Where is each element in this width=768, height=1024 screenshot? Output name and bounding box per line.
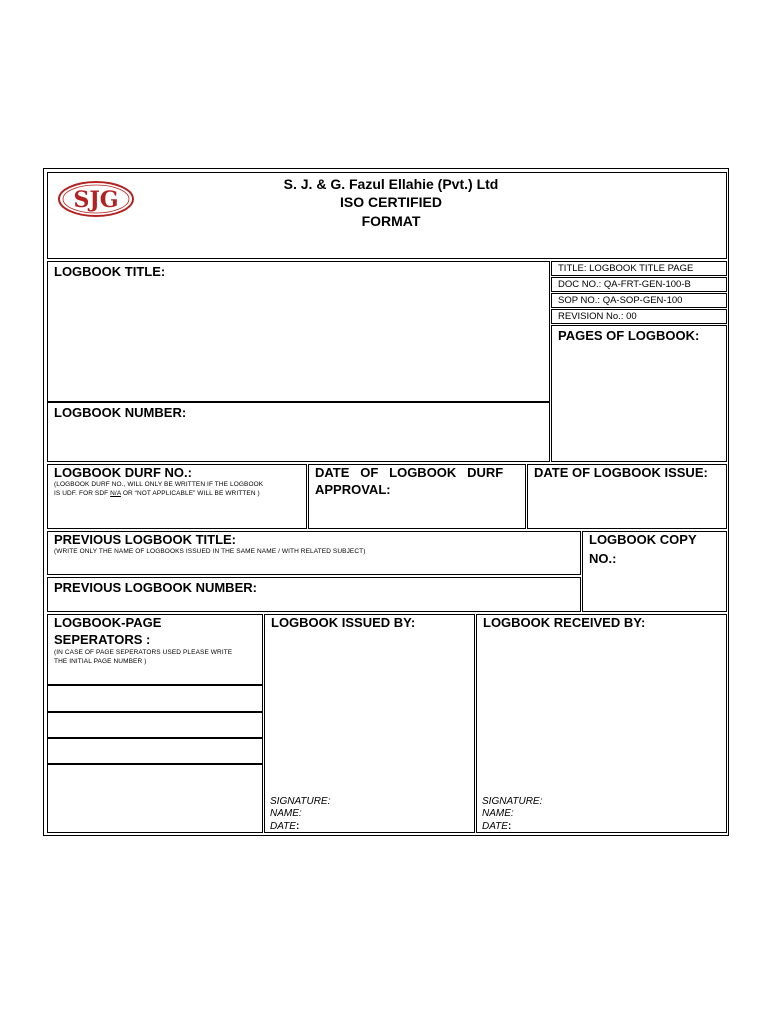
durf-no-box[interactable]: [47, 464, 307, 529]
separators-label-1: LOGBOOK-PAGE: [54, 615, 162, 630]
logbook-title-label: LOGBOOK TITLE:: [54, 264, 166, 279]
copy-no-label-2: NO.:: [589, 551, 617, 566]
pages-of-logbook-box[interactable]: [551, 325, 727, 462]
form-frame: [43, 168, 729, 836]
meta-sop-no: [551, 293, 727, 308]
durf-approval-label-2: APPROVAL:: [315, 482, 391, 497]
logo-text: SJG: [73, 187, 119, 213]
format-label: FORMAT: [361, 213, 421, 229]
meta-sop-no-text: SOP NO.: QA-SOP-GEN-100: [558, 295, 683, 306]
meta-doc-no: [551, 277, 727, 292]
company-name: S. J. & G. Fazul Ellahie (Pvt.) Ltd: [283, 176, 499, 192]
issued-name-label: NAME:: [270, 808, 302, 819]
separator-row-2[interactable]: [47, 712, 263, 738]
separator-row-3[interactable]: [47, 738, 263, 764]
received-by-box[interactable]: [476, 614, 727, 833]
pages-of-logbook-label: PAGES OF LOGBOOK:: [558, 328, 700, 343]
copy-no-label-1: LOGBOOK COPY: [589, 532, 697, 547]
durf-note-line1: (LOGBOOK DURF NO., WILL ONLY BE WRITTEN IF THE LOGBOOK: [54, 481, 264, 488]
meta-title-text: TITLE: LOGBOOK TITLE PAGE: [558, 263, 694, 274]
iso-certified: ISO CERTIFIED: [340, 194, 442, 210]
separators-note-2: THE INITIAL PAGE NUMBER ): [54, 658, 147, 665]
issued-signature-label: SIGNATURE:: [270, 796, 331, 807]
separator-row-1[interactable]: [47, 685, 263, 712]
durf-approval-box[interactable]: [308, 464, 526, 529]
prev-title-note: (WRITE ONLY THE NAME OF LOGBOOKS ISSUED IN THE SAME NAME / WITH RELATED SUBJECT): [54, 548, 366, 555]
separators-label-2: SEPERATORS :: [54, 632, 151, 647]
separator-row-4[interactable]: [47, 764, 263, 833]
issued-date-label: DATE:: [270, 821, 300, 832]
logbook-title-box[interactable]: [47, 261, 550, 402]
received-by-label: LOGBOOK RECEIVED BY:: [483, 615, 646, 630]
prev-title-box[interactable]: [47, 531, 581, 575]
durf-note-line2: IS UDF. FOR SDF N/A OR “NOT APPLICABLE” WILL BE WRITTEN ): [54, 490, 260, 497]
meta-title: [551, 261, 727, 276]
issue-date-box[interactable]: [527, 464, 727, 529]
separators-box[interactable]: [47, 614, 263, 685]
header-box: [47, 172, 727, 259]
meta-doc-no-text: DOC NO.: QA-FRT-GEN-100-B: [558, 279, 691, 290]
issued-by-label: LOGBOOK ISSUED BY:: [271, 615, 416, 630]
issued-by-box[interactable]: [264, 614, 475, 833]
copy-no-box[interactable]: [582, 531, 727, 612]
logbook-number-box[interactable]: [47, 402, 550, 462]
prev-title-label: PREVIOUS LOGBOOK TITLE:: [54, 532, 237, 547]
received-date-label: DATE:: [482, 821, 512, 832]
meta-revision: [551, 309, 727, 324]
prev-number-box[interactable]: [47, 577, 581, 612]
meta-revision-text: REVISION No.: 00: [558, 311, 637, 322]
separators-note-1: (IN CASE OF PAGE SEPERATORS USED PLEASE WRITE: [54, 649, 233, 656]
received-name-label: NAME:: [482, 808, 514, 819]
issue-date-label: DATE OF LOGBOOK ISSUE:: [534, 465, 708, 480]
durf-no-label: LOGBOOK DURF NO.:: [54, 465, 192, 480]
prev-number-label: PREVIOUS LOGBOOK NUMBER:: [54, 580, 257, 595]
received-signature-label: SIGNATURE:: [482, 796, 543, 807]
durf-approval-label-1: DATE OF LOGBOOK DURF: [315, 465, 504, 480]
logbook-number-label: LOGBOOK NUMBER:: [54, 405, 187, 420]
